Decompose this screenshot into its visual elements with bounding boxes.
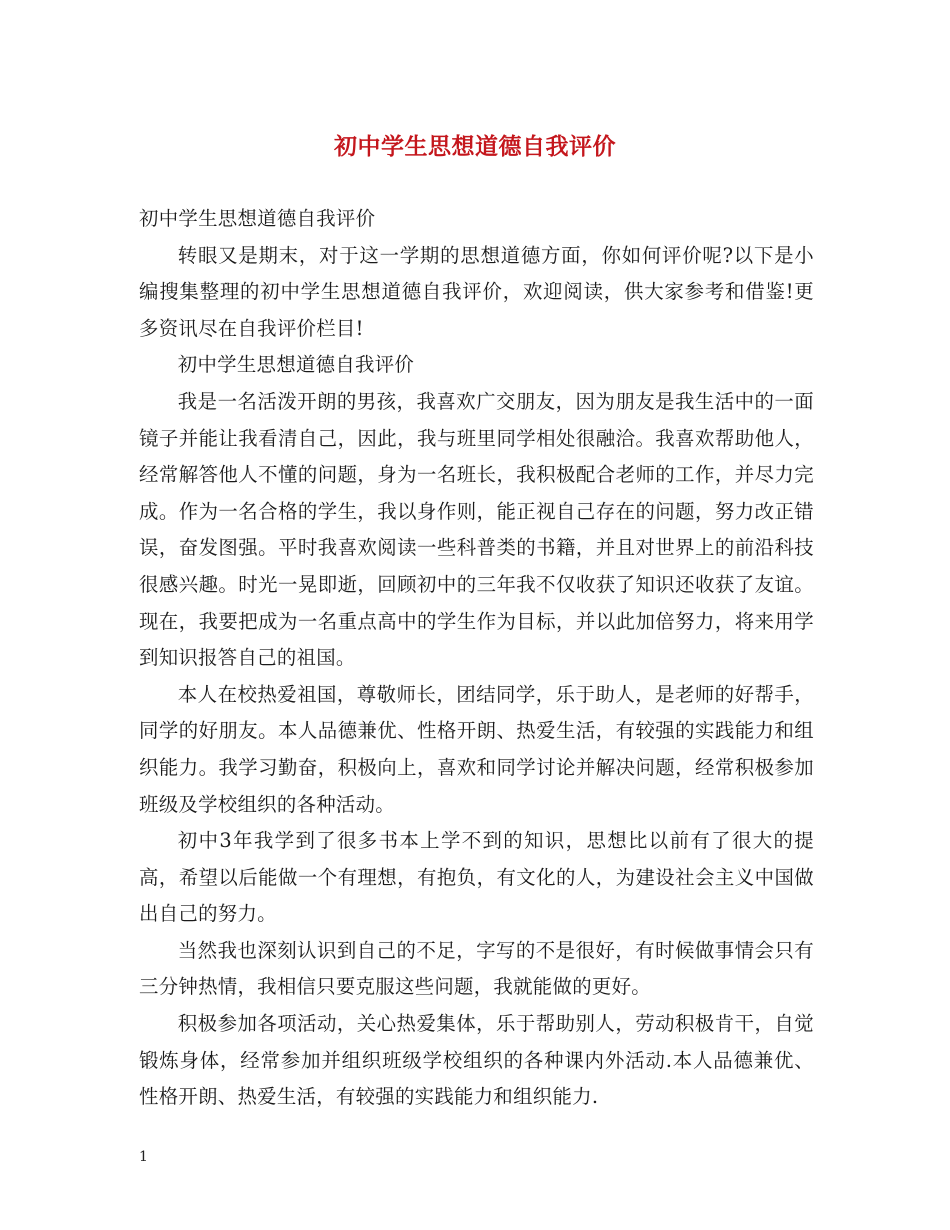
- paragraph-shortcomings: 当然我也深刻认识到自己的不足，字写的不是很好，有时候做事情会只有三分钟热情，我相信只要克服这些问题，我就能做的更好。: [139, 938, 814, 999]
- paragraph-activities: 积极参加各项活动，关心热爱集体，乐于帮助别人，劳动积极肯干，自觉锻炼身体，经常参加并组织班级学校组织的各种课内外活动.本人品德兼优、性格开朗、热爱生活，有较强的实践能力和组织能力.: [139, 1012, 814, 1109]
- paragraph-intro: 转眼又是期末，对于这一学期的思想道德方面，你如何评价呢?以下是小编搜集整理的初中学生思想道德自我评价，欢迎阅读，供大家参考和借鉴!更多资讯尽在自我评价栏目!: [139, 243, 814, 340]
- heading-line: 初中学生思想道德自我评价: [139, 207, 376, 230]
- page-title: 初中学生思想道德自我评价: [334, 133, 616, 160]
- paragraph-subheading: 初中学生思想道德自我评价: [177, 353, 415, 377]
- paragraph-three-years: 初中3年我学到了很多书本上学不到的知识，思想比以前有了很大的提高，希望以后能做一个有理想，有抱负，有文化的人，为建设社会主义中国做出自己的努力。: [139, 829, 814, 926]
- page-number: 1: [139, 1149, 148, 1165]
- document-body: [139, 201, 814, 1116]
- paragraph-self-description: 我是一名活泼开朗的男孩，我喜欢广交朋友，因为朋友是我生活中的一面镜子并能让我看清自己，因此，我与班里同学相处很融洽。我喜欢帮助他人，经常解答他人不懂的问题，身为一名班长，我积极配合老师的工作，并尽力完成。作为一名合格的学生，我以身作则，能正视自己存在的问题，努力改正错误，奋发图强。平时我喜欢阅读一些科普类的书籍，并且对世界上的前沿科技很感兴趣。时光一晃即逝，回顾初中的三年我不仅收获了知识还收获了友谊。现在，我要把成为一名重点高中的学生作为目标，并以此加倍努力，将来用学到知识报答自己的祖国。: [139, 389, 814, 670]
- paragraph-school-conduct: 本人在校热爱祖国，尊敬师长，团结同学，乐于助人，是老师的好帮手，同学的好朋友。本人品德兼优、性格开朗、热爱生活，有较强的实践能力和组织能力。我学习勤奋，积极向上，喜欢和同学讨论并解决问题，经常积极参加班级及学校组织的各种活动。: [139, 682, 814, 816]
